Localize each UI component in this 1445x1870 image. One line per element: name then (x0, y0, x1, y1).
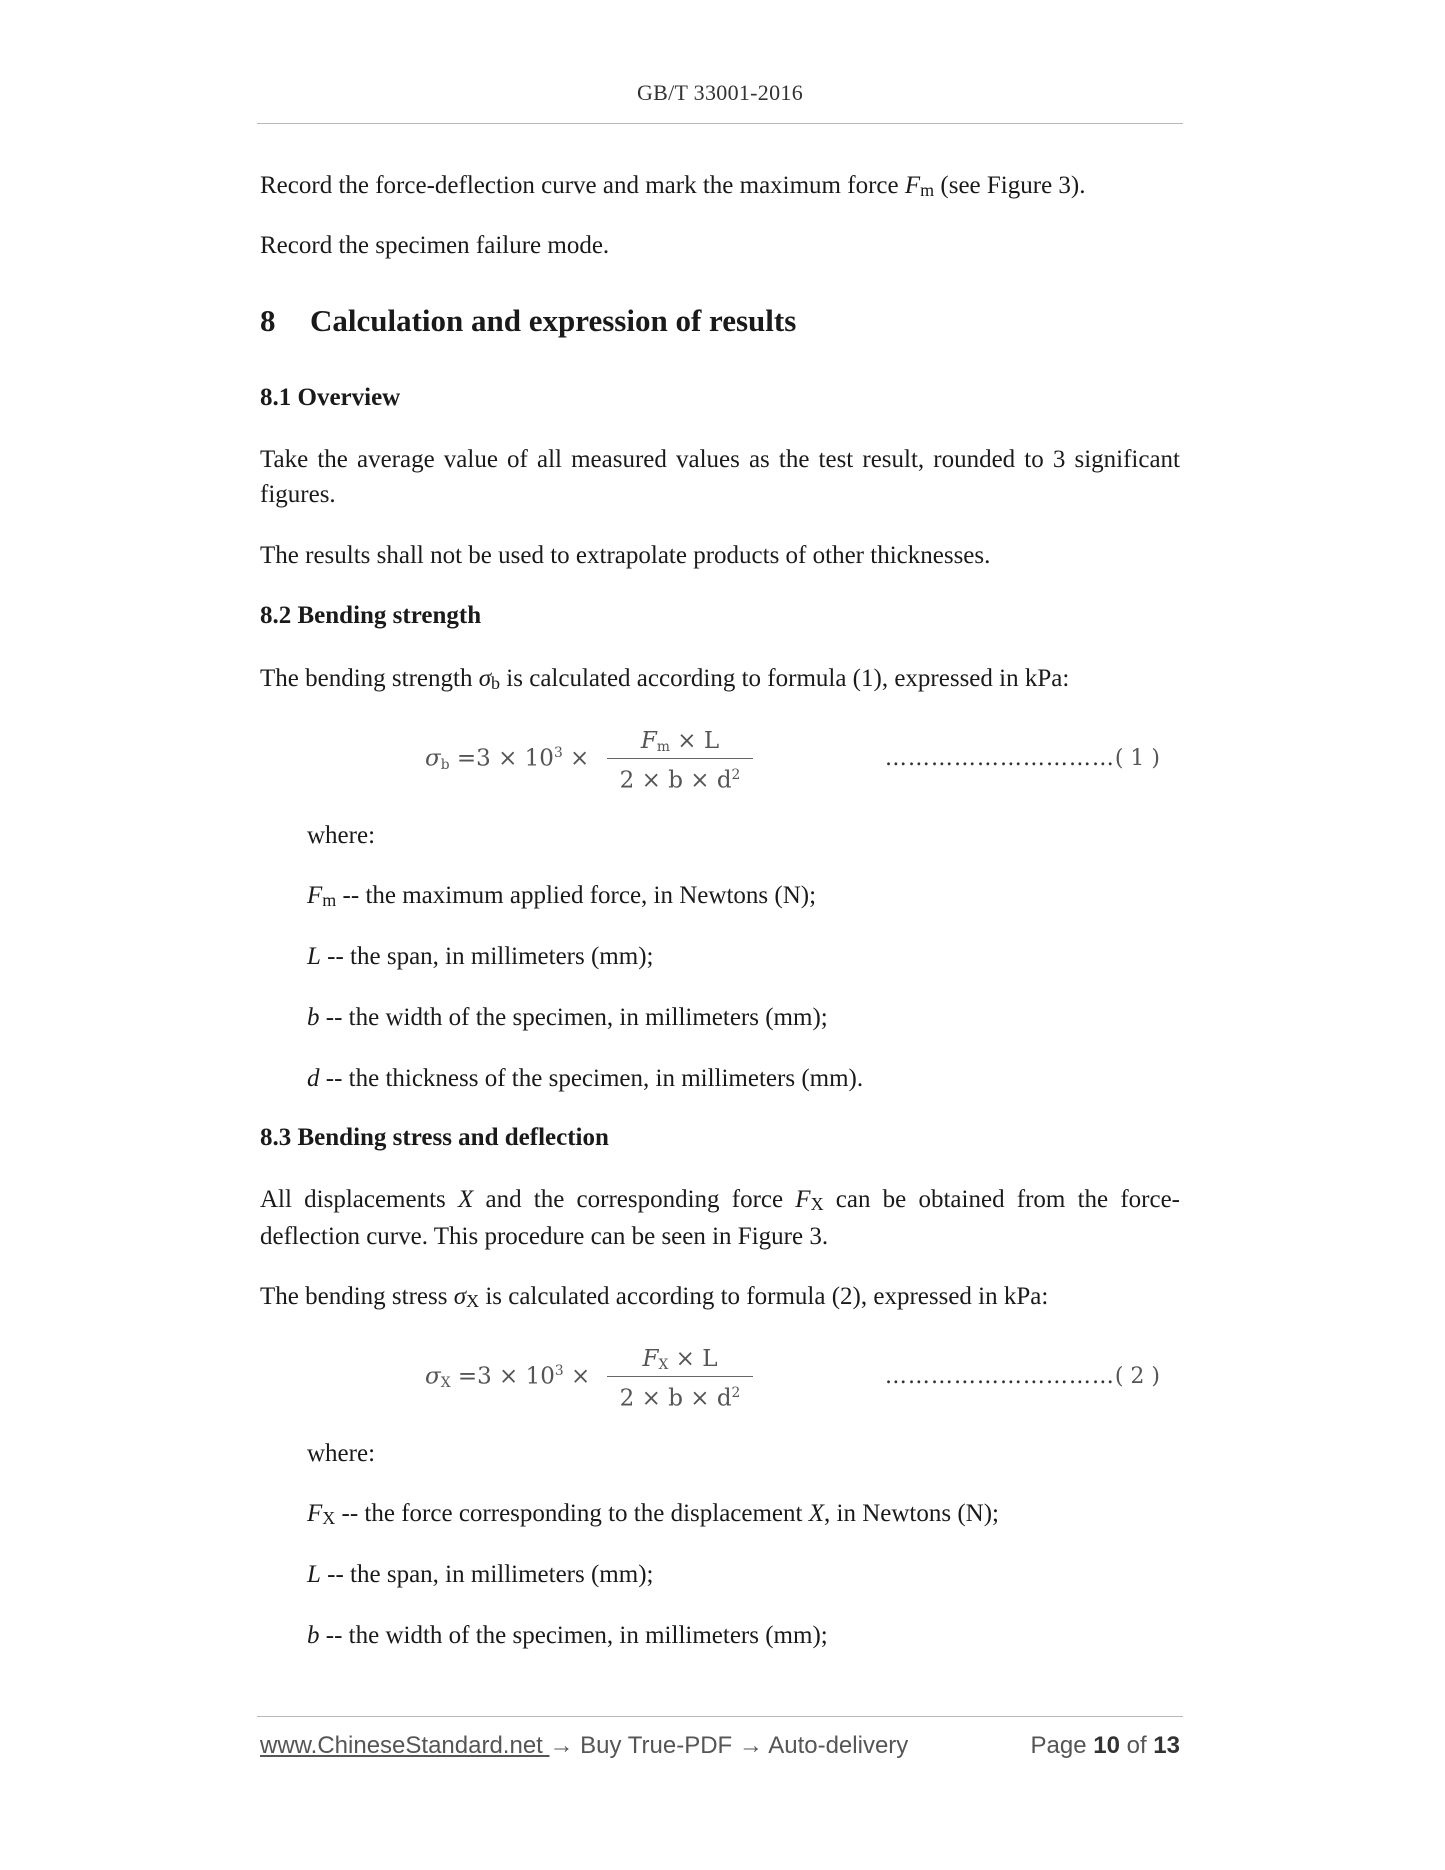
page-header-doc-id: GB/T 33001-2016 (636, 80, 804, 105)
section-8-heading: 8 Calculation and expression of results (260, 303, 797, 338)
formula-2 (425, 1343, 745, 1413)
paragraph-no-extrapolate: The results shall not be used to extrapolate products of other thicknesses. (260, 542, 991, 569)
definition-d: d -- the thickness of the specimen, in millimeters (mm). (307, 1065, 864, 1092)
header-divider (257, 123, 1183, 124)
paragraph-failure-mode: Record the specimen failure mode. (260, 232, 610, 259)
definition-b-2: b -- the width of the specimen, in millimeters (mm); (307, 1622, 828, 1649)
paragraph-average-value: Take the average value of all measured values as the test result, rounded to 3 significant figures. (260, 446, 1180, 508)
website-link[interactable]: www.ChineseStandard.net (260, 1732, 550, 1759)
section-8-3-heading: 8.3 Bending stress and deflection (260, 1124, 609, 1151)
paragraph-bending-strength-intro: The bending strength σb is calculated according to formula (1), expressed in kPa: (260, 665, 1070, 694)
section-8-2-heading: 8.2 Bending strength (260, 602, 482, 629)
definition-l-2: L -- the span, in millimeters (mm); (307, 1561, 654, 1588)
paragraph-bending-stress-intro: The bending stress σX is calculated according to formula (2), expressed in kPa: (260, 1283, 1049, 1312)
page-footer (260, 1732, 1180, 1764)
formula-2-denominator: $2 \times b \times d^2$ (619, 1385, 741, 1412)
formula-1 (425, 725, 745, 795)
paragraph-record-curve: Record the force-deflection curve and mark the maximum force Fm (see Figure 3). (260, 172, 1086, 201)
paragraph-displacements: All displacements X and the corresponding force FX can be obtained from the force-deflection curve. This procedure can be seen in Figure 3. (260, 1186, 1180, 1250)
definition-fx: FX -- the force corresponding to the displacement X, in Newtons (N); (307, 1500, 999, 1529)
definition-fm: Fm -- the maximum applied force, in Newtons (N); (307, 882, 817, 911)
formula-1-lhs: $\sigma b =3 \times 10^3$ × (425, 745, 590, 774)
footer-nav-text: → Buy True-PDF → Auto-delivery (549, 1732, 909, 1759)
where-label-1: where: (307, 822, 376, 849)
formula-2-lhs: $\sigma X =3 \times 10^3$ × (425, 1363, 591, 1392)
definition-b: b -- the width of the specimen, in millimeters (mm); (307, 1004, 828, 1031)
formula-2-numerator: FX × L (642, 1346, 718, 1374)
footer-divider (257, 1716, 1183, 1717)
formula-1-numerator: Fm × L (640, 728, 720, 756)
footer-left (260, 1732, 908, 1760)
formula-1-fraction (605, 725, 755, 792)
formula-2-fraction (605, 1343, 755, 1410)
definition-l: L -- the span, in millimeters (mm); (307, 943, 654, 970)
where-label-2: where: (307, 1440, 376, 1467)
page-number: Page 10 of 13 (1030, 1732, 1180, 1759)
equation-number-2: …………………………( 2 ) (884, 1364, 1160, 1389)
formula-1-denominator: $2 \times b \times d^2$ (619, 767, 741, 794)
section-8-1-heading: 8.1 Overview (260, 384, 401, 411)
equation-number-1: …………………………( 1 ) (884, 746, 1160, 771)
